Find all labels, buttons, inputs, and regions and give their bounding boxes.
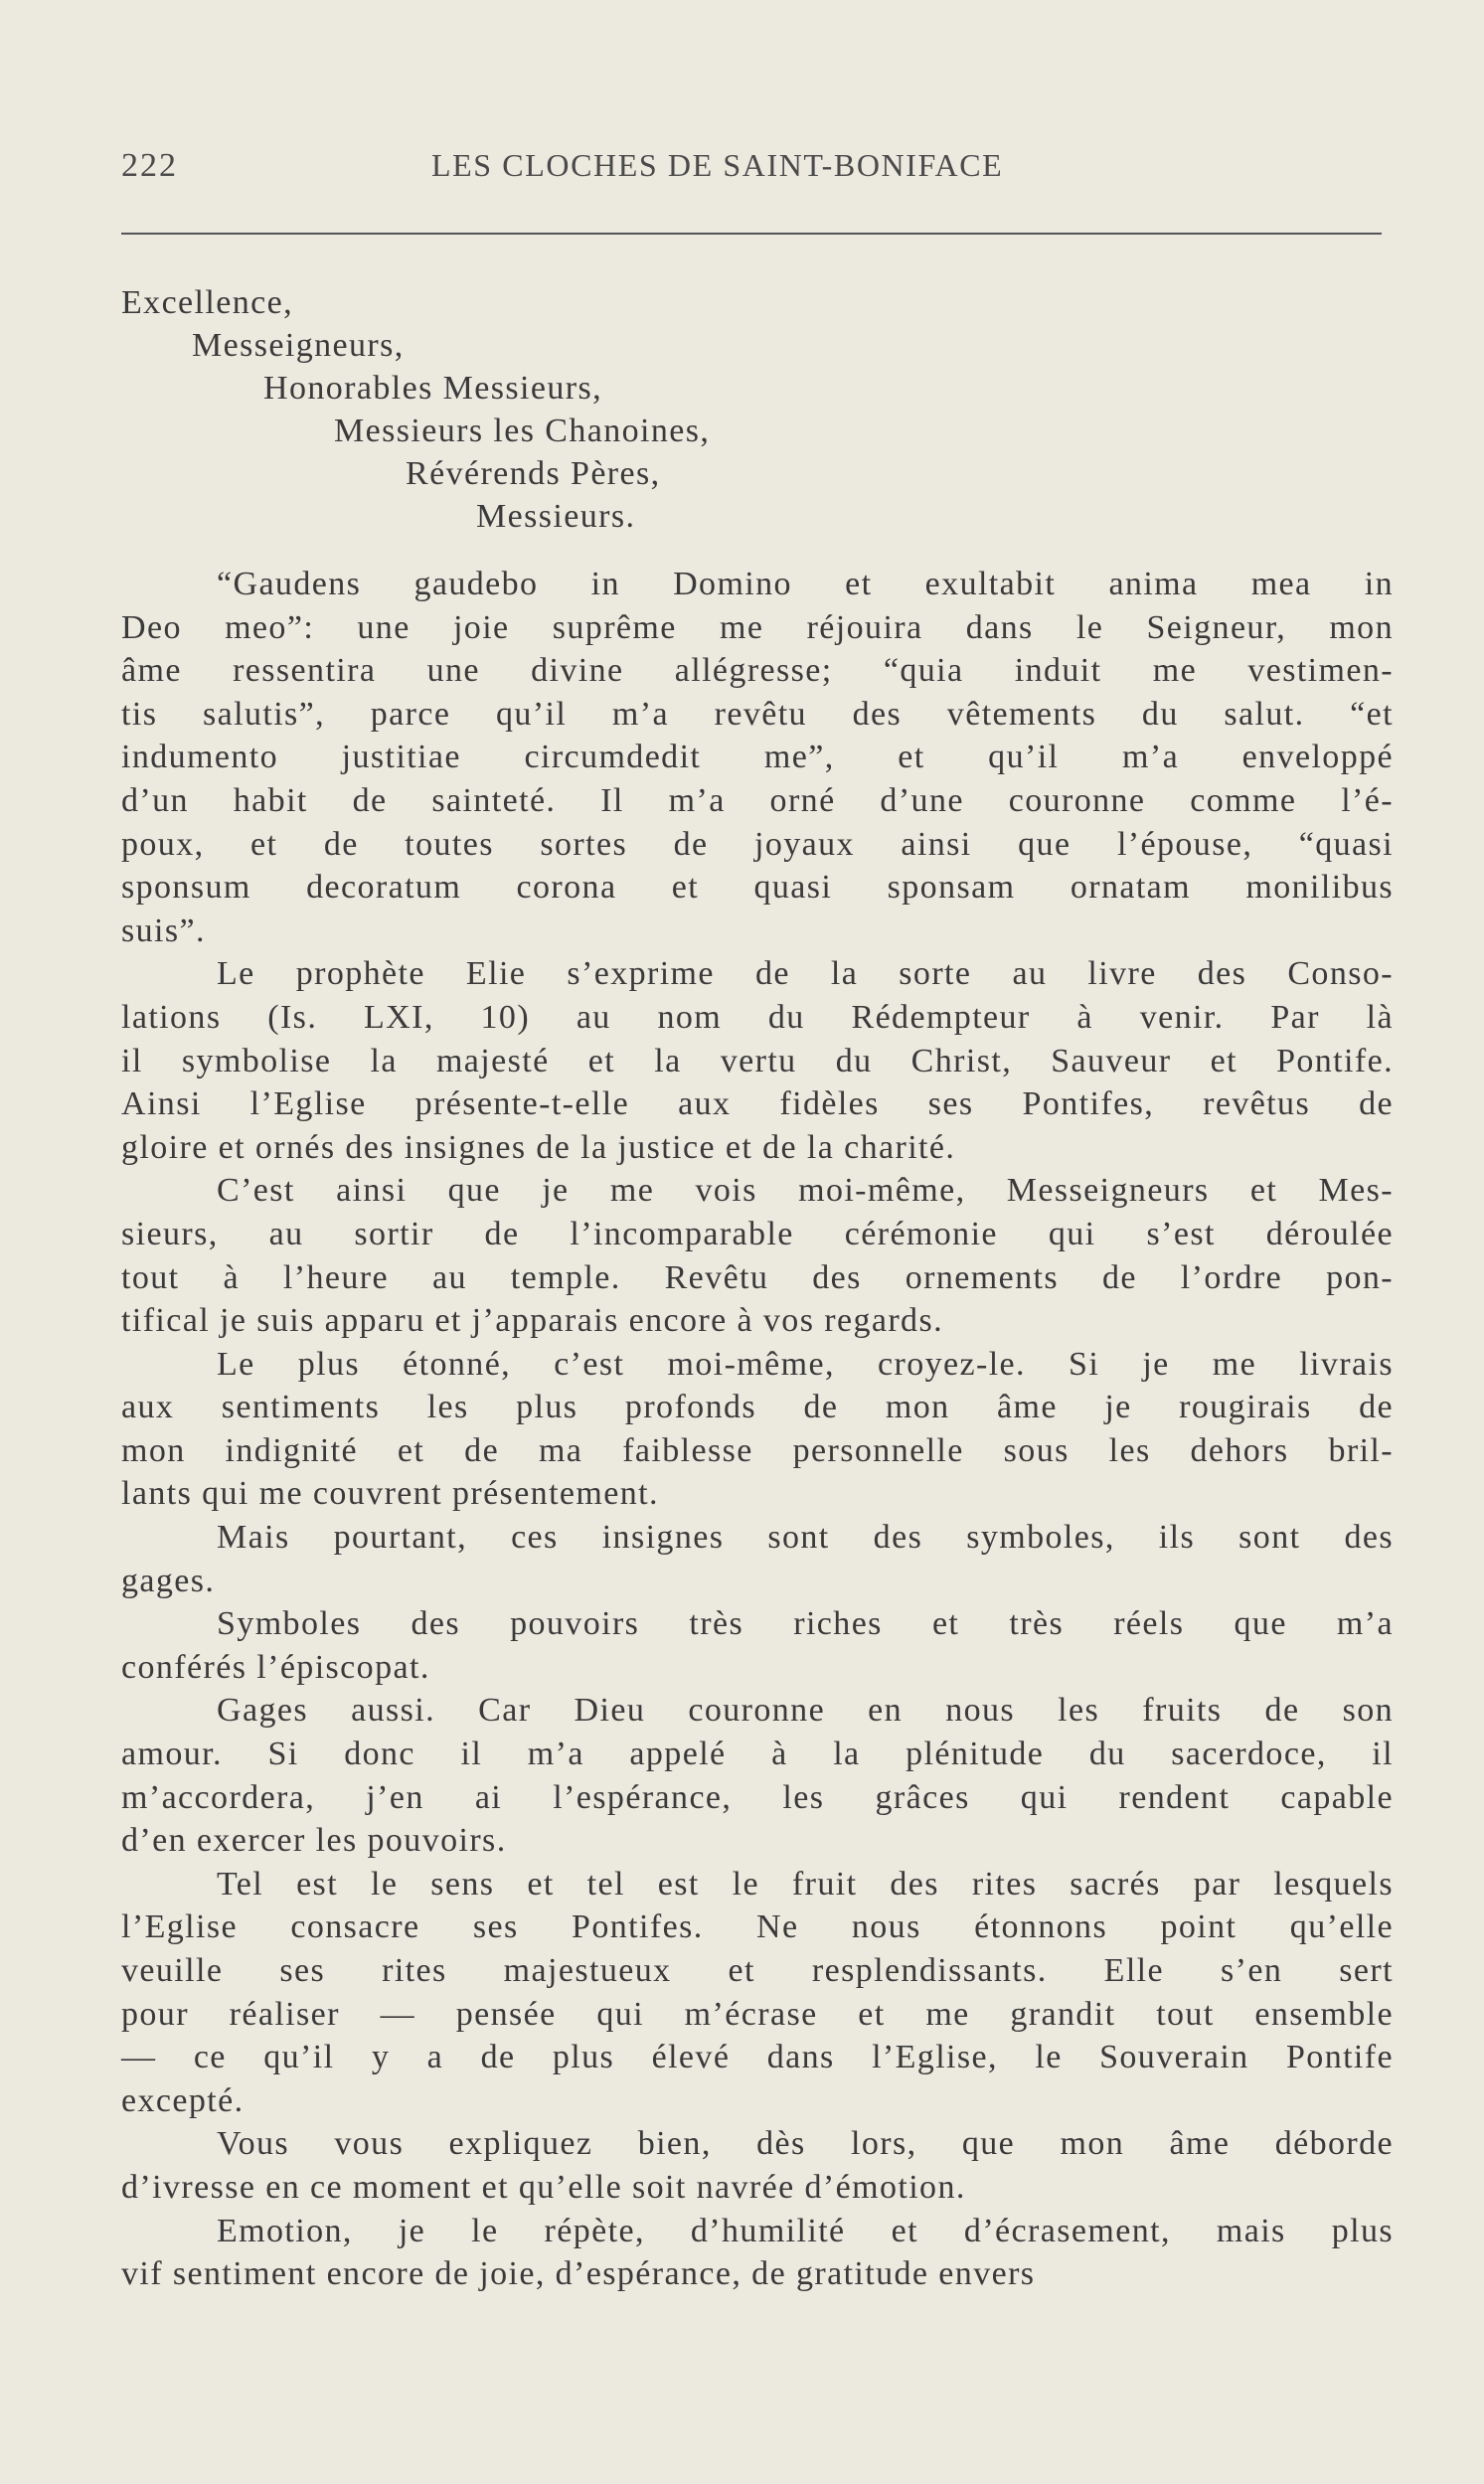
text-line: Ainsi l’Eglise présente-t-elle aux fidèles ses Pontifes, revêtus de [121, 1085, 1394, 1123]
text-line: veuille ses rites majestueux et resplendissants. Elle s’en sert [121, 1952, 1394, 1989]
header-rule [121, 233, 1382, 235]
text-line: gages. [121, 1562, 216, 1599]
text-line: Tel est le sens et tel est le fruit des rites sacrés par lesquels [217, 1865, 1394, 1903]
salutation-line: Messieurs. [476, 498, 636, 535]
text-line: tis salutis”, parce qu’il m’a revêtu des vêtements du salut. “et [121, 695, 1394, 733]
paragraph [121, 1689, 1394, 1862]
salutation-line: Révérends Pères, [406, 455, 661, 492]
salutation-line: Honorables Messieurs, [263, 370, 603, 407]
page-number: 222 [121, 147, 178, 184]
text-line: vif sentiment encore de joie, d’espérance, de gratitude envers [121, 2255, 1036, 2293]
text-line: conférés l’épiscopat. [121, 1648, 430, 1686]
text-line: âme ressentira une divine allégresse; “quia induit me vestimen- [121, 652, 1394, 690]
paragraph [121, 1343, 1394, 1516]
salutation-line: Messieurs les Chanoines, [334, 413, 711, 449]
text-line: amour. Si donc il m’a appelé à la plénitude du sacerdoce, il [121, 1736, 1394, 1773]
text-line: d’ivresse en ce moment et qu’elle soit navrée d’émotion. [121, 2168, 966, 2206]
body-text [121, 563, 1394, 2296]
text-line: gloire et ornés des insignes de la justice et de la charité. [121, 1128, 956, 1166]
text-line: Gages aussi. Car Dieu couronne en nous les fruits de son [217, 1692, 1394, 1730]
text-line: l’Eglise consacre ses Pontifes. Ne nous étonnons point qu’elle [121, 1908, 1394, 1946]
text-line: lants qui me couvrent présentement. [121, 1475, 659, 1513]
text-line: il symbolise la majesté et la vertu du Christ, Sauveur et Pontife. [121, 1042, 1394, 1079]
salutation-line: Excellence, [121, 284, 294, 321]
salutation-line: Messeigneurs, [192, 327, 405, 364]
text-line: m’accordera, j’en ai l’espérance, les grâces qui rendent capable [121, 1778, 1394, 1816]
paragraph [121, 2122, 1394, 2209]
text-line: Emotion, je le répète, d’humilité et d’écrasement, mais plus [217, 2212, 1394, 2249]
text-line: sponsum decoratum corona et quasi sponsam ornatam monilibus [121, 869, 1394, 907]
text-line: pour réaliser — pensée qui m’écrase et me grandit tout ensemble [121, 1995, 1394, 2033]
paragraph [121, 1602, 1394, 1689]
paragraph [121, 2210, 1394, 2296]
text-line: poux, et de toutes sortes de joyaux ainsi que l’épouse, “quasi [121, 825, 1394, 863]
text-line: C’est ainsi que je me vois moi-même, Messeigneurs et Mes- [217, 1172, 1394, 1210]
text-line: Le plus étonné, c’est moi-même, croyez-le. Si je me livrais [217, 1345, 1394, 1383]
paragraph [121, 1863, 1394, 2123]
paragraph [121, 1516, 1394, 1602]
text-line: d’en exercer les pouvoirs. [121, 1822, 507, 1860]
salutation-block [121, 281, 1382, 538]
text-line: “Gaudens gaudebo in Domino et exultabit anima mea in [217, 566, 1394, 602]
text-line: excepté. [121, 2081, 245, 2119]
text-line: indumento justitiae circumdedit me”, et qu’il m’a enveloppé [121, 739, 1394, 776]
running-title: LES CLOCHES DE SAINT-BONIFACE [431, 147, 1004, 183]
paragraph [121, 952, 1394, 1169]
text-line: tout à l’heure au temple. Revêtu des ornements de l’ordre pon- [121, 1258, 1394, 1296]
text-line: — ce qu’il y a de plus élevé dans l’Eglise, le Souverain Pontife [121, 2039, 1394, 2076]
text-line: sieurs, au sortir de l’incomparable cérémonie qui s’est déroulée [121, 1215, 1394, 1252]
text-line: Vous vous expliquez bien, dès lors, que mon âme déborde [217, 2125, 1394, 2163]
text-line: lations (Is. LXI, 10) au nom du Rédempteur à venir. Par là [121, 998, 1394, 1036]
text-line: Mais pourtant, ces insignes sont des symboles, ils sont des [217, 1519, 1394, 1557]
text-line: suis”. [121, 911, 206, 949]
text-line: Le prophète Elie s’exprime de la sorte au livre des Conso- [217, 955, 1394, 993]
text-line: mon indignité et de ma faiblesse personnelle sous les dehors bril- [121, 1431, 1394, 1469]
paragraph [121, 563, 1394, 952]
text-line: Deo meo”: une joie suprême me réjouira dans le Seigneur, mon [121, 608, 1394, 646]
page-header [121, 147, 1382, 197]
text-line: tifical je suis apparu et j’apparais encore à vos regards. [121, 1302, 943, 1340]
text-line: d’un habit de sainteté. Il m’a orné d’une couronne comme l’é- [121, 781, 1394, 819]
text-line: Symboles des pouvoirs très riches et très réels que m’a [217, 1605, 1394, 1643]
paragraph [121, 1169, 1394, 1342]
text-line: aux sentiments les plus profonds de mon âme je rougirais de [121, 1389, 1394, 1426]
